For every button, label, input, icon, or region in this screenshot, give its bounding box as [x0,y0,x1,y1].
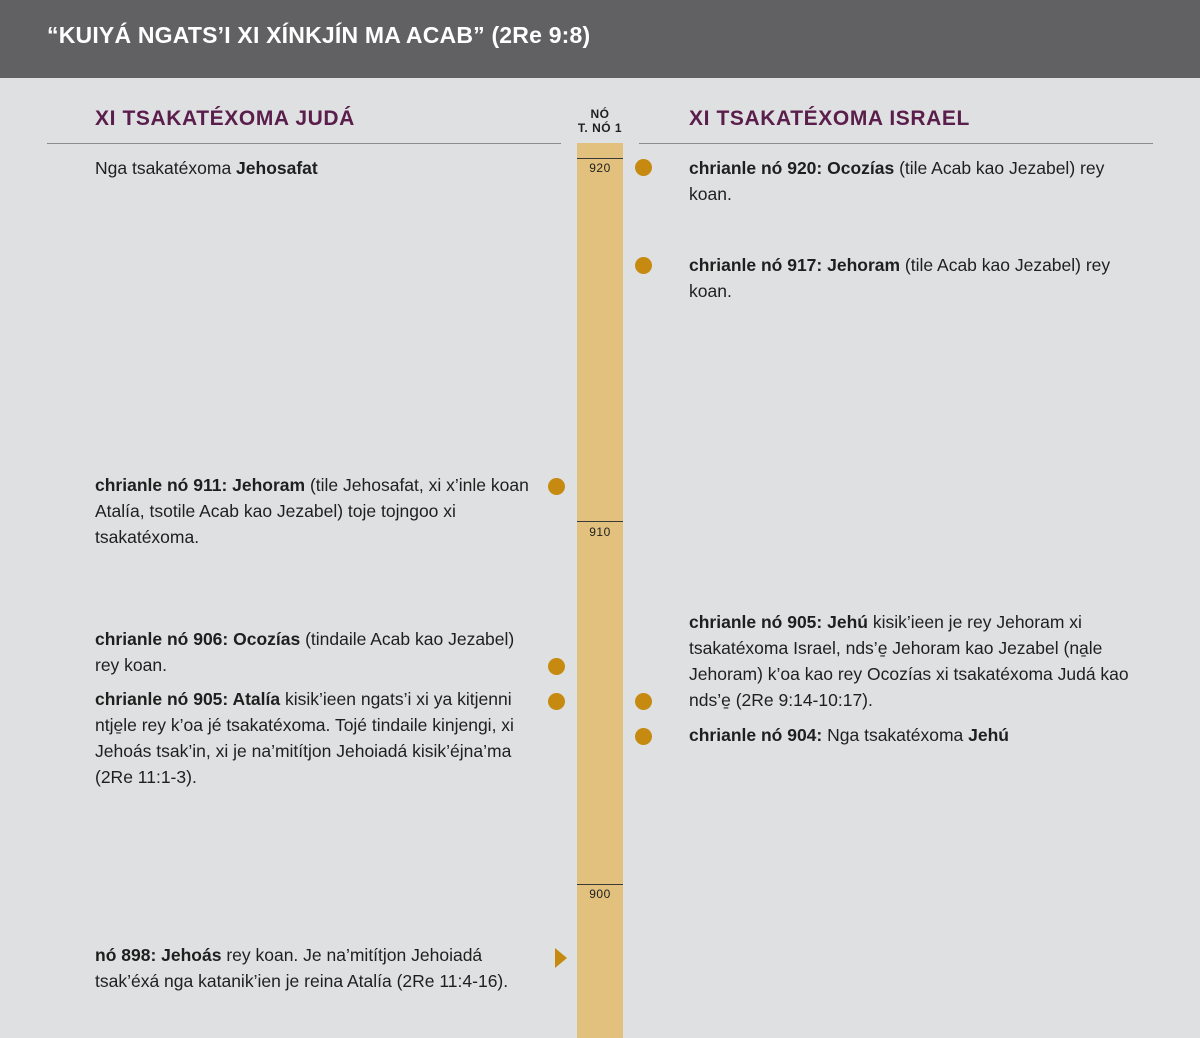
israel-marker-905-dot [635,693,652,710]
israel-event-jehu-kills: chrianle nó 905: Jehú kisik’ieen je rey Jehoram xi tsakatéxoma Israel, nds’e̱ Jehoram kao Jezabel (na̱le Jehoram) k’oa kao rey Ocozías xi tsakatéxoma Judá kao nds’e̱ (2Re 9:14-10:17). [689,612,1129,710]
judah-event-jehoram: chrianle nó 911: Jehoram (tile Jehosafat, xi x’inle koan Atalía, tsotile Acab kao Jezabel) toje tojngoo xi tsakatéxoma. [95,475,529,547]
tick-label-910: 910 [589,525,611,539]
tick-label-900: 900 [589,887,611,901]
axis-head-line2: T. NÓ 1 [577,121,623,135]
judah-column-title: XI TSAKATÉXOMA JUDÁ [95,107,355,130]
israel-event-ocozias: chrianle nó 920: Ocozías (tile Acab kao Jezabel) rey koan. [689,158,1105,204]
judah-event-atalia: chrianle nó 905: Atalía kisik’ieen ngats’i xi ya kitjenni ntje̱le rey k’oa jé tsakatéxoma. Tojé tindaile kinjengi, xi Jehoás tsak’in, xi je na’mitítjon Jehoiadá kisik’éjna’ma (2Re 11:1-3). [95,689,514,787]
israel-event-jehoram: chrianle nó 917: Jehoram (tile Acab kao Jezabel) rey koan. [689,255,1111,301]
page-title: “KUIYÁ NGATS’I XI XÍNKJÍN MA ACAB” (2Re 9:8) [47,22,591,48]
israel-column-title: XI TSAKATÉXOMA ISRAEL [689,107,970,130]
judah-marker-906-dot [548,658,565,675]
axis-head-line1: NÓ [590,107,610,121]
judah-header-rule [47,143,561,144]
tick-900 [577,884,623,885]
judah-marker-898-arrow-icon [555,948,567,968]
judah-event-jehosafat: Nga tsakatéxoma Jehosafat [95,158,318,178]
judah-marker-905-dot [548,693,565,710]
tick-910 [577,521,623,522]
timeline-bar [577,143,623,1038]
title-banner [0,0,1200,78]
israel-marker-920-dot [635,159,652,176]
judah-marker-911-dot [548,478,565,495]
tick-label-920: 920 [589,161,611,175]
judah-event-ocozias: chrianle nó 906: Ocozías (tindaile Acab kao Jezabel) rey koan. [95,629,515,675]
israel-marker-904-dot [635,728,652,745]
israel-event-jehu-reigns: chrianle nó 904: Nga tsakatéxoma Jehú [689,725,1010,745]
judah-event-jehoas: nó 898: Jehoás rey koan. Je na’mitítjon Jehoiadá tsak’éxá nga katanik’ien je reina Atalía (2Re 11:4-16). [95,945,509,991]
tick-920 [577,158,623,159]
israel-marker-917-dot [635,257,652,274]
israel-header-rule [639,143,1153,144]
